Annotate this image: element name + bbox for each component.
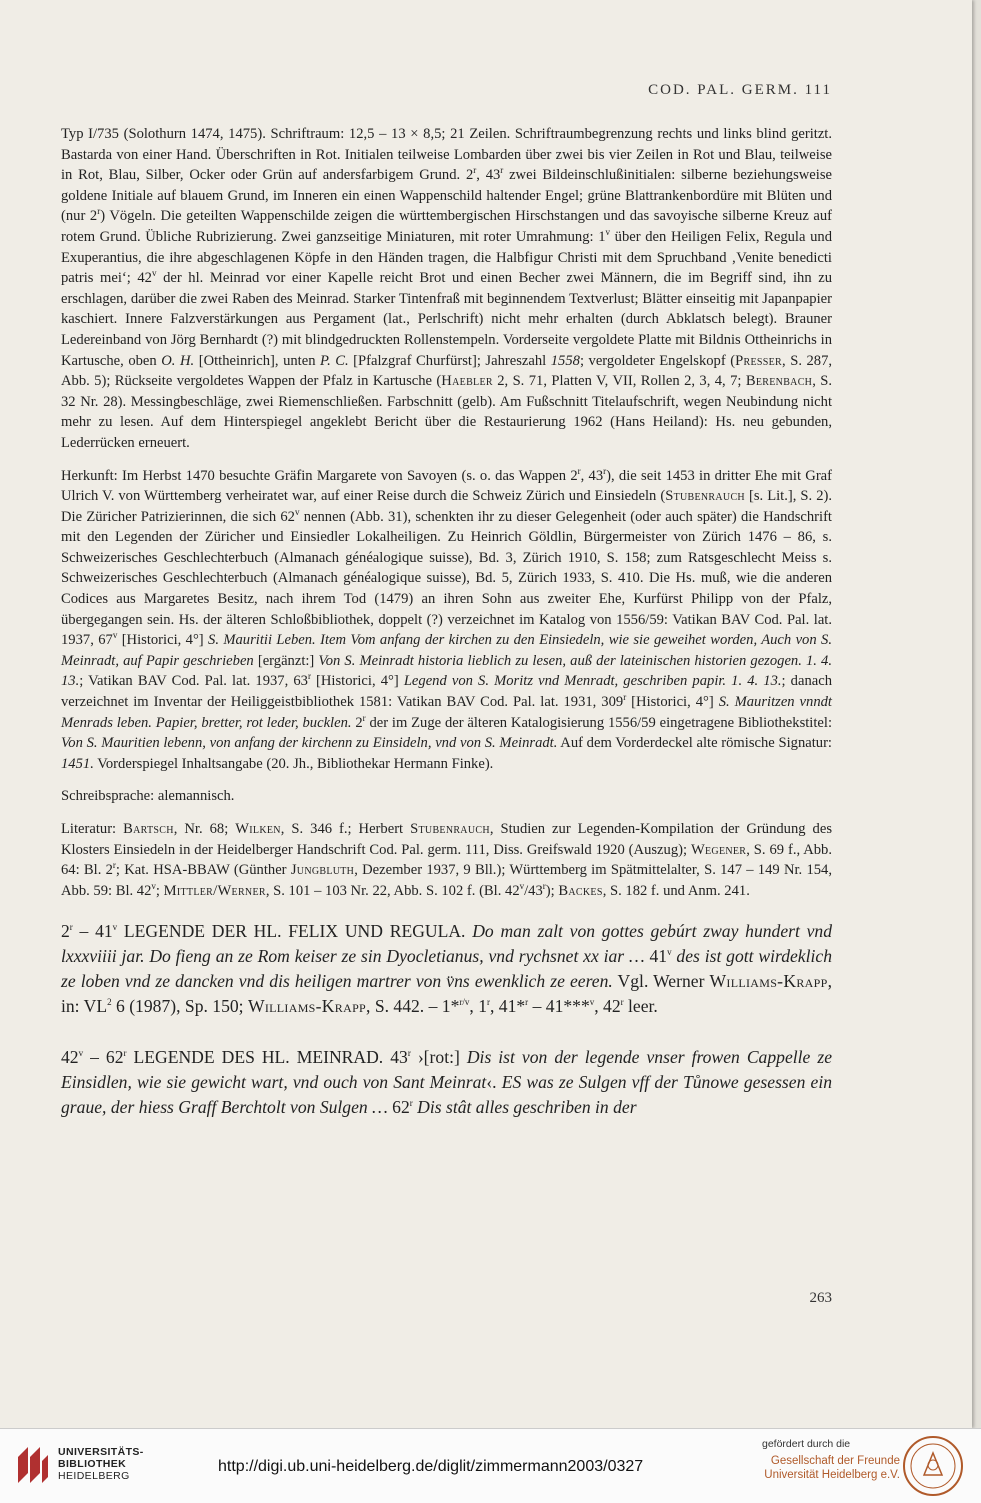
text-entry-felix-regula: 2$^r$ – 41$^v$ LEGENDE DER HL. FELIX UND REGULA. Do man zalt von gottes gebúrt zway hundert vnd lxxxviiii jar. Do fieng an ze Rom keiser ze sin Dyocletianus, vnd rychsnet xx iar … 41$^v$ des ist gott wirdeklich ze loben vnd ze dancken vnd dis heiligen martrer von v̈ns ewenklich ze eeren. Vgl. Werner Williams-Krapp, in: $VL^2$ 6 (1987), Sp. 150; Williams-Krapp, S. 442. – 1*$^{r/v}$, 1$^r$, 41*$^r$ – 41***$^v$, 42$^r$ leer. (61, 921, 833, 1017)
running-header: COD. PAL. GERM. 111 (648, 82, 832, 98)
permalink-url[interactable]: http://digi.ub.uni-heidelberg.de/diglit/zimmermann2003/0327 (218, 1458, 644, 1475)
language-paragraph: Schreibsprache: alemannisch. (61, 788, 235, 805)
sponsor-label: gefördert durch die (762, 1438, 851, 1450)
description-paragraph: Typ I/735 (Solothurn 1474, 1475). Schriftraum: 12,5 – 13 × 8,5; 21 Zeilen. Schriftraumbegrenzung rechts und links blind geritzt. Bastarda von einer Hand. Überschriften in Rot. Initialen teilweise Lombarden über zwei bis vier Zeilen in Rot und Blau, teilweise in Rot, Blau, Silber, Ocker oder Grün auf andersfarbigem Grund. 2$^r$, 43$^r$ zwei Bildeinschlußinitialen: silberne beziehungsweise goldene Initiale auf blauem Grund, im Inneren ein einen Wappenschild haltender Engel; grüne Blattrankenbordüre mit Blüten und (nur 2$^r$) Vögeln. Die geteilten Wappenschilde zeigen die württembergischen Hirschstangen und das savoyische silberne Kreuz auf rotem Grund. Übliche Rubrizierung. Zwei ganzseitige Miniaturen, mit roter Umrahmung: 1$^v$ über den Heiligen Felix, Regula und Exuperantius, die ihre abgeschlagenen Köpfe in den Händen tragen, die Halbfigur Christi mit dem Spruchband ‚Venite benedicti patris mei‘; 42$^v$ der hl. Meinrad vor einer Kapelle reicht Brot und einen Becher zwei Männern, die im Begriff sind, ihn zu erschlagen, darüber die zwei Raben des Meinrad. Starker Tintenfraß mit beginnendem Textverlust; Blätter einseitig mit Japanpapier kaschiert. Innere Falzverstärkungen aus Pergament (lat., Perlschrift) nicht mehr erhalten (durch Abklatsch belegt). Brauner Ledereinband von Jörg Bernhardt (?) mit blindgedruckten Rollenstempeln. Vorderseite vergoldete Platte mit Bildnis Ottheinrichs in Kartusche, oben O. H. [Ottheinrich], unten P. C. [Pfalzgraf Churfürst]; Jahreszahl 1558; vergoldeter Engelskopf (Presser, S. 287, Abb. 5); Rückseite vergoldetes Wappen der Pfalz in Kartusche (Haebler 2, S. 71, Platten V, VII, Rollen 2, 3, 4, 7; Berenbach, S. 32 Nr. 28). Messingbeschläge, zwei Riemenschließen. Farbschnitt (gelb). Am Fußschnitt Titelaufschrift, wegen Neubindung nicht mehr zu lesen. Auf dem Hinterspiegel angeklebt Bericht über die Restaurierung 1962 (Hans Heiland): Hs. neu gebunden, Lederrücken erneuert. (61, 126, 833, 451)
university-seal-icon (902, 1435, 964, 1497)
provenance-paragraph: Herkunft: Im Herbst 1470 besuchte Gräfin Margarete von Savoyen (s. o. das Wappen 2$^r$, 43$^r$), die seit 1453 in dritter Ehe mit Graf Ulrich V. von Württemberg verheiratet war, auf einer Reise durch die Schweiz Zürich und Einsiedeln (Stubenrauch [s. Lit.], S. 2). Die Züricher Patrizierinnen, die sich 62$^v$ nennen (Abb. 31), schenkten ihr zu dieser Gelegenheit (oder auch später) die Handschrift mit den Legenden der Züricher und Einsiedler Lokalheiligen. Zu Heinrich Göldlin, Bürgermeister von Zürich 1476 – 86, s. Schweizerisches Geschlechterbuch (Almanach généalogique suisse), Bd. 3, Zürich 1910, S. 158; zum Ratsgeschlecht Meiss s. Schweizerisches Geschlechterbuch (Almanach généalogique suisse), Bd. 5, Zürich 1933, S. 410. Die Hs. muß, wie die anderen Codices aus Margaretes Besitz, nach ihrem Tod (1479) an ihren Sohn aus zweiter Ehe, Kurfürst Philipp von der Pfalz, übergegangen sein. Hs. der älteren Schloßbibliothek, doppelt (?) verzeichnet im Katalog von 1556/59: Vatikan BAV Cod. Pal. lat. 1937, 67$^v$ [Historici, 4°] S. Mauritii Leben. Item Vom anfang der kirchen zu den Einsiedeln, wie sie geweihet worden, Auch von S. Meinradt, auf Papir geschrieben [ergänzt:] Von S. Meinradt historia lieblich zu lesen, auß der lateinischen historien gezogen. 1. 4. 13.; Vatikan BAV Cod. Pal. lat. 1937, 63$^r$ [Historici, 4°] Legend von S. Moritz vnd Menradt, geschriben papir. 1. 4. 13.; danach verzeichnet im Inventar der Heiliggeistbibliothek 1581: Vatikan BAV Cod. Pal. lat. 1931, 309$^r$ [Historici, 4°] S. Mauritzen vnndt Menrads leben. Papier, bretter, rot leder, bucklen. 2$^r$ der im Zuge der älteren Katalogisierung 1556/59 eingetragene Bibliothekstitel: Von S. Mauritien lebenn, von anfang der kirchenn zu Einsideln, vnd von S. Meinradt. Auf dem Vorderdeckel alte römische Signatur: 1451. Vorderspiegel Inhaltsangabe (20. Jh., Bibliothekar Hermann Finke). (61, 465, 833, 772)
catalog-entry-text (61, 124, 832, 1132)
sponsor-name[interactable]: Gesellschaft der Freunde Universität Heidelberg e.V. (764, 1455, 900, 1481)
text-entry-meinrad: 42$^v$ – 62$^r$ LEGENDE DES HL. MEINRAD. 43$^r$ ›[rot:] Dis ist von der legende vnser frowen Cappelle ze Einsidlen, wie sie gewicht wart, vnd ouch von Sant Meinrat‹. ES was ze Sulgen vff der Tůnowe gesessen ein graue, der hiess Graff Berchtolt von Sulgen … 62$^r$ Dis stât alles geschriben in der (61, 1047, 833, 1118)
digitization-footer (0, 1428, 981, 1503)
page-number: 263 (809, 1290, 832, 1306)
library-logo-icon[interactable] (14, 1443, 52, 1487)
library-name[interactable]: UNIVERSITÄTS- BIBLIOTHEK HEIDELBERG (58, 1446, 144, 1482)
literature-paragraph: Literatur: Bartsch, Nr. 68; Wilken, S. 346 f.; Herbert Stubenrauch, Studien zur Legenden-Kompilation der Gründung des Klosters Einsiedeln in der Heidelberger Handschrift Cod. Pal. germ. 111, Diss. Greifswald 1920 (Auszug); Wegener, S. 69 f., Abb. 64: Bl. 2$^r$; Kat. HSA-BBAW (Günther Jungbluth, Dezember 1937, 9 Bll.); Württemberg im Spätmittelalter, S. 147 – 149 Nr. 154, Abb. 59: Bl. 42$^v$; Mittler/Werner, S. 101 – 103 Nr. 22, Abb. S. 102 f. (Bl. 42$^v$/43$^r$); Backes, S. 182 f. und Anm. 241. (61, 821, 832, 899)
